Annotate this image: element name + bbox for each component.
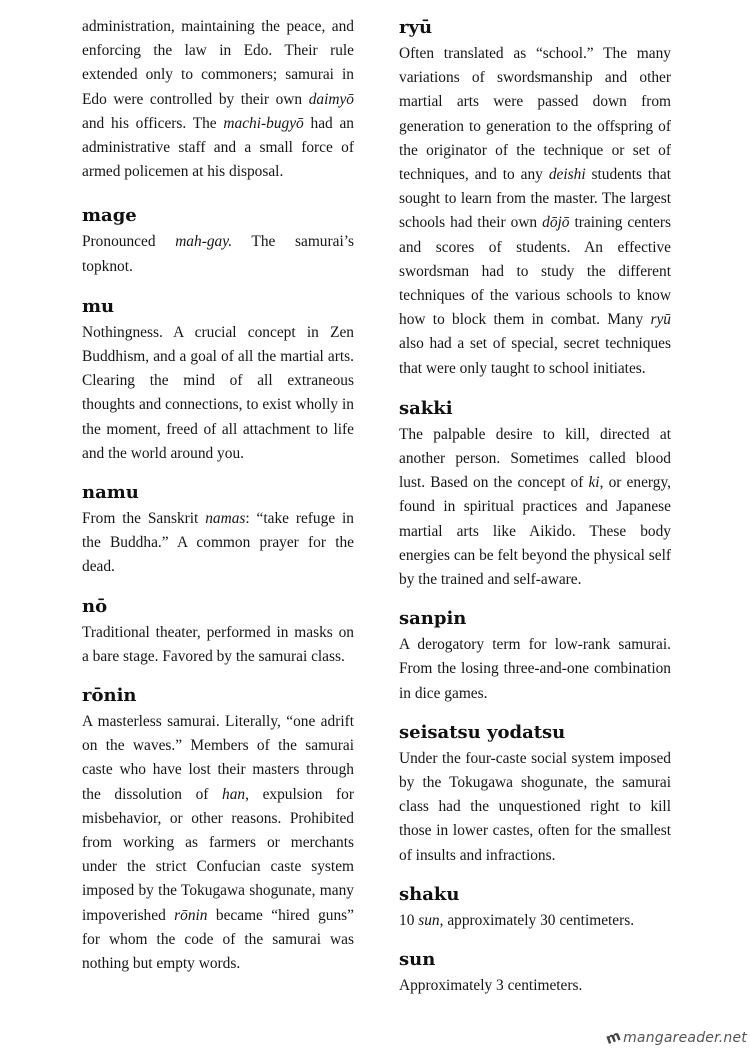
definition-sun <box>399 974 671 998</box>
watermark-logo-icon: m <box>604 1027 624 1049</box>
continuation-paragraph <box>82 15 354 184</box>
glossary-entry-mage <box>82 205 354 278</box>
definition-mu <box>82 321 354 466</box>
text-run: A derogatory term for low-rank samurai. From the losing three-and-one combination in dice games. <box>399 636 671 702</box>
glossary-entry-ronin <box>82 685 354 976</box>
term-sanpin: sanpin <box>399 608 467 630</box>
italic-term: deishi <box>548 166 586 184</box>
left-column <box>82 0 354 976</box>
italic-term: daimyō <box>308 90 354 108</box>
site-watermark <box>604 1027 747 1049</box>
definition-sakki <box>399 423 671 592</box>
glossary-entry-mu <box>82 296 354 466</box>
term-namu: namu <box>82 482 139 504</box>
glossary-entry-sakki <box>399 398 671 592</box>
definition-seisatsu-yodatsu <box>399 747 671 868</box>
term-no: nō <box>82 595 108 617</box>
text-run: students that sought to learn from the master. The largest schools had their own <box>399 166 671 232</box>
definition-no <box>82 621 354 669</box>
italic-term: han <box>222 785 246 803</box>
term-ronin: rōnin <box>82 685 137 707</box>
definition-sanpin <box>399 633 671 706</box>
text-run: had an administrative staff and a small force of armed policemen at his disposal. <box>82 114 354 181</box>
term-ryu: ryū <box>399 17 433 38</box>
text-run: A masterless samurai. Literally, “one adrift on the waves.” Members of the samurai caste who have lost their masters through the dissolution of <box>82 713 354 803</box>
text-run: Nothingness. A crucial concept in Zen Buddhism, and a goal of all the martial arts. Clearing the mind of all extraneous thoughts and connections, to exist wholly in the moment, freed of all attachment to life and the world around you. <box>82 323 354 462</box>
glossary-entry-namu <box>82 482 354 580</box>
text-run: Traditional theater, performed in masks on a bare stage. Favored by the samurai class. <box>82 623 354 665</box>
term-shaku: shaku <box>399 883 460 905</box>
text-run: and his officers. The <box>82 114 224 132</box>
watermark-text: mangareader.net <box>623 1030 747 1046</box>
text-run: From the Sanskrit <box>82 510 206 528</box>
text-run: 10 <box>399 911 419 929</box>
glossary-entry-ryu <box>399 17 671 381</box>
definition-namu <box>82 507 354 580</box>
definition-mage <box>82 230 354 278</box>
italic-term: namas <box>205 510 246 528</box>
text-run: Approximately 3 centimeters. <box>399 977 583 995</box>
italic-term: dōjō <box>542 214 570 232</box>
text-run: , expulsion for misbehavior, or other reasons. Prohibited from working as farmers or merchants under the strict Confucian caste system imposed by the Tokugawa shogunate, many impoverished <box>82 785 354 924</box>
term-seisatsu-yodatsu: seisatsu yodatsu <box>399 721 566 743</box>
text-run: became “hired guns” for whom the code of the samurai was nothing but empty words. <box>82 906 354 973</box>
italic-term: ki <box>588 474 600 492</box>
text-run: , or energy, found in spiritual practices and Japanese martial arts like Aikido. These body energies can be felt beyond the physical self by the trained and self-aware. <box>399 474 671 589</box>
italic-term: sun <box>418 911 440 929</box>
text-run: Under the four-caste social system imposed by the Tokugawa shogunate, the samurai class had the unquestioned right to kill those in lower castes, often for the smallest of insults and infractions. <box>399 749 671 864</box>
text-run: also had a set of special, secret techniques that were only taught to school initiates. <box>399 335 671 377</box>
italic-term: mah-gay. <box>175 233 233 251</box>
text-run: training centers and scores of students. An effective swordsman had to study the different techniques of the various schools to know how to block them in combat. Many <box>399 214 671 329</box>
text-run: , approximately 30 centimeters. <box>439 911 635 929</box>
term-sakki: sakki <box>399 397 453 419</box>
text-run: The palpable desire to kill, directed at another person. Sometimes called blood lust. Based on the concept of <box>399 425 671 492</box>
italic-term: machi-bugyō <box>223 114 304 132</box>
italic-term: rōnin <box>174 906 208 924</box>
italic-term: ryū <box>650 311 671 329</box>
glossary-entry-sun <box>399 949 671 998</box>
term-mage: mage <box>82 205 137 227</box>
text-run: Often translated as “school.” The many variations of swordsmanship and other martial arts were passed down from generation to generation to the offspring of the originator of the technique or set of techniques, and to any <box>399 45 671 184</box>
glossary-entry-no <box>82 596 354 669</box>
definition-shaku <box>399 909 671 933</box>
glossary-entry-shaku <box>399 884 671 933</box>
definition-ronin <box>82 710 354 976</box>
definition-ryu <box>399 42 671 381</box>
term-sun: sun <box>399 949 436 971</box>
text-run: administration, maintaining the peace, and enforcing the law in Edo. Their rule extended only to commoners; samurai in Edo were controlled by their own <box>82 18 354 108</box>
text-run: Pronounced <box>82 233 176 251</box>
text-run: : “take refuge in the Buddha.” A common prayer for the dead. <box>82 510 354 576</box>
right-column <box>399 0 671 998</box>
glossary-entry-seisatsu-yodatsu <box>399 722 671 868</box>
text-run: The samurai’s topknot. <box>82 233 354 275</box>
term-mu: mu <box>82 295 115 317</box>
glossary-entry-sanpin <box>399 608 671 706</box>
